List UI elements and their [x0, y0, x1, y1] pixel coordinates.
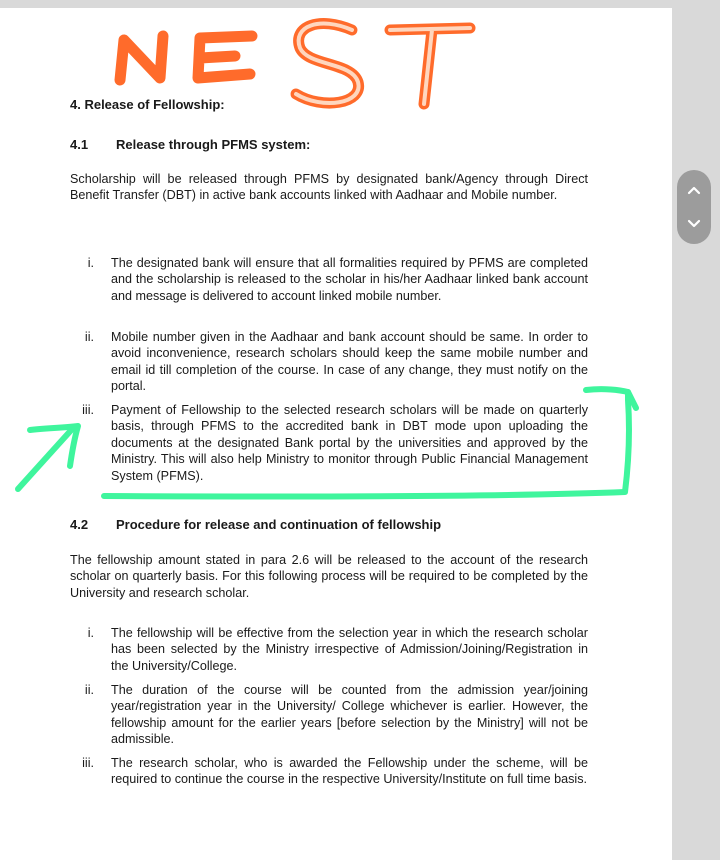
list-item-text: Mobile number given in the Aadhaar and bank account should be same. In order to avoid inconvenience, research scholars should keep the same mobile number and email id till completion of the course. In case of any change, they must notify on the portal.: [111, 330, 588, 394]
list-item-number: i.: [87, 256, 94, 270]
list-item-text: The fellowship will be effective from the selection year in which the research scholar has been selected by the Ministry irrespective of Admission/Joining/Registration in the University/College.: [111, 626, 588, 673]
list-item-number: i.: [87, 626, 94, 640]
section-4-1-title: Release through PFMS system:: [116, 137, 311, 152]
list-item-text: The duration of the course will be counted from the admission year/joining year/registration year in the University/ College whichever is earlier. However, the fellowship amount for the earlier years [before selection by the Ministry] will not be admissible.: [111, 683, 588, 747]
list-item-text: The research scholar, who is awarded the Fellowship under the scheme, will be required to continue the course in the respective University/Institute on full time basis.: [111, 756, 588, 787]
section-4-2-intro: The fellowship amount stated in para 2.6 will be released to the account of the research scholar on quarterly basis. For this following process will be required to be completed by the University and research scholar.: [70, 553, 588, 600]
section-4-title: 4. Release of Fellowship:: [70, 97, 225, 112]
page-scroll-control[interactable]: [677, 170, 711, 244]
document-page: [0, 8, 672, 860]
section-4-2-number: 4.2: [70, 517, 89, 532]
section-4-1-intro: Scholarship will be released through PFMS by designated bank/Agency through Direct Benefit Transfer (DBT) in active bank accounts linked with Aadhaar and Mobile number.: [70, 172, 588, 203]
section-4-1-number: 4.1: [70, 137, 89, 152]
section-4-2-title: Procedure for release and continuation of fellowship: [116, 517, 442, 532]
list-item-number: ii.: [84, 683, 94, 697]
list-item-text: The designated bank will ensure that all formalities required by PFMS are completed and the scholarship is released to the scholar in his/her Aadhaar linked bank account and message is delivered to account linked mobile number.: [111, 256, 588, 303]
list-item-text: Payment of Fellowship to the selected research scholars will be made on quarterly basis, through PFMS to the accredited bank in DBT mode upon uploading the documents at the designated Bank portal by the universities and approved by the Ministry. This will also help Ministry to monitor through Public Financial Management System (PFMS).: [111, 403, 588, 483]
list-item-number: iii.: [82, 756, 94, 770]
list-item-number: iii.: [82, 403, 94, 417]
scroll-down-button[interactable]: [677, 207, 711, 241]
chevron-down-icon: [687, 219, 701, 229]
list-item-number: ii.: [84, 330, 94, 344]
scroll-up-button[interactable]: [677, 173, 711, 207]
chevron-up-icon: [687, 185, 701, 195]
